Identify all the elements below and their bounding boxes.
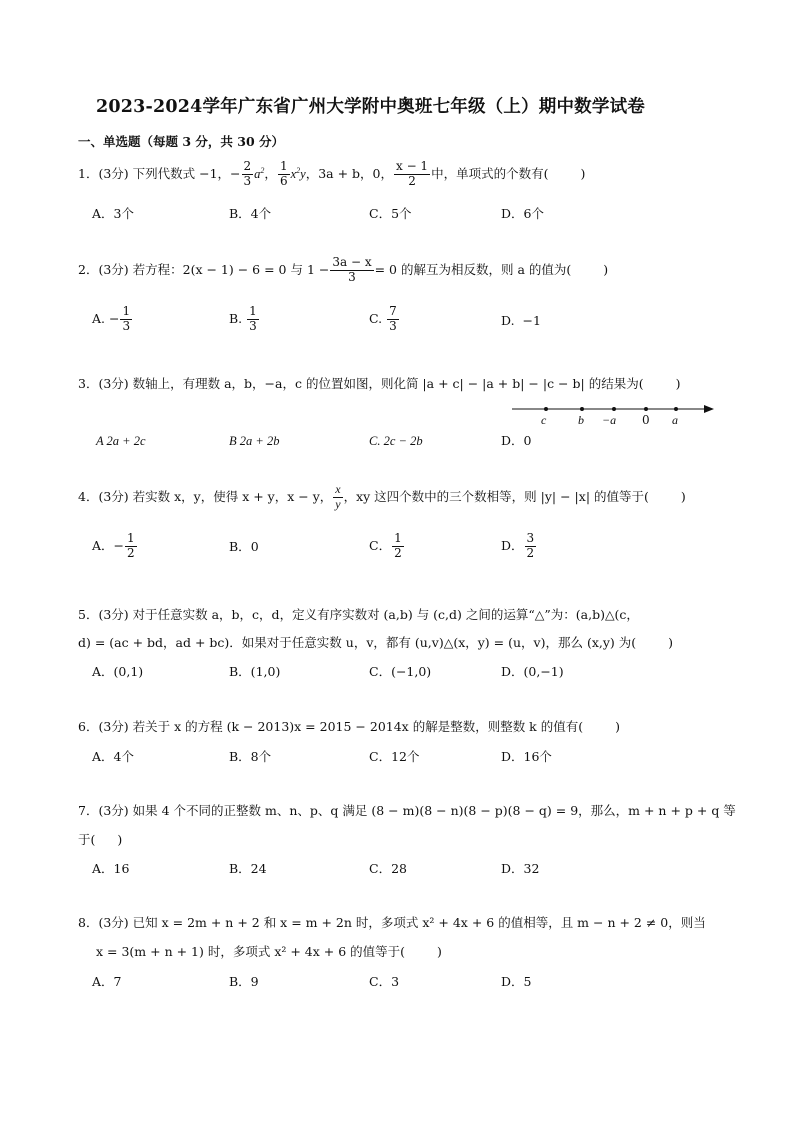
number-line-label-neg-a: −a: [602, 413, 617, 427]
question-7-line-1: 7．(3分) 如果 4 个不同的正整数 m、n、p、q 满足 (8 − m)(8 − n)(8 − p)(8 − q) = 9，那么，m + n + p + q 等: [78, 803, 736, 818]
q1-frac-2: $\frac{1}{6}$: [279, 159, 288, 188]
q8-option-d[interactable]: D．5: [501, 974, 532, 989]
question-4: 4．(3分) 若实数 x，y，使得 x + y，x − y， $\frac{x}{y}$ ，xy 这四个数中的三个数相等，则 |y| − |x| 的值等于( ): [78, 482, 686, 511]
q2-option-a[interactable]: A. − $\frac{1}{3}$: [92, 304, 131, 333]
q1-suffix: 中，单项式的个数有(: [431, 165, 549, 181]
q3-option-a[interactable]: A 2a + 2c: [96, 434, 146, 448]
q8-option-c[interactable]: C．3: [369, 974, 400, 989]
q5-option-c[interactable]: C．(−1,0): [369, 664, 432, 679]
q3-text: 3．(3分) 数轴上，有理数 a，b，−a，c 的位置如图，则化简 |a + c| − |a + b| − |c − b| 的结果为(: [78, 376, 644, 391]
q1-option-a[interactable]: A．3个: [92, 206, 134, 221]
q8-option-b[interactable]: B．9: [229, 974, 259, 989]
number-line-point-b: [580, 407, 584, 411]
number-line-point-zero: [644, 407, 648, 411]
question-8-line-1: 8．(3分) 已知 x = 2m + n + 2 和 x = m + 2n 时，多项式 x² + 4x + 6 的值相等，且 m − n + 2 ≠ 0，则当: [78, 915, 706, 930]
q3-option-c[interactable]: C. 2c − 2b: [369, 434, 423, 448]
page-title: 2023-2024学年广东省广州大学附中奥班七年级（上）期中数学试卷: [96, 97, 645, 117]
q4-option-c[interactable]: C． $\frac{1}{2}$: [369, 531, 402, 560]
number-line-label-zero: 0: [642, 413, 650, 427]
q2-option-c[interactable]: C. $\frac{7}{3}$: [369, 304, 397, 333]
number-line-label-b: b: [578, 413, 584, 427]
section-header: 一、单选题（每题 3 分，共 30 分）: [78, 134, 285, 149]
q6-option-a[interactable]: A．4个: [92, 749, 134, 764]
q6-option-d[interactable]: D．16个: [501, 749, 552, 764]
question-7-line-2: 于( ): [78, 832, 123, 847]
q1-option-d[interactable]: D．6个: [501, 206, 544, 221]
q4-option-b[interactable]: B．0: [229, 539, 259, 554]
q8-option-a[interactable]: A．7: [92, 974, 122, 989]
number-line-point-c: [544, 407, 548, 411]
q7-option-c[interactable]: C．28: [369, 861, 407, 876]
q2-option-d[interactable]: D. −1: [501, 313, 541, 328]
number-line-label-c: c: [541, 413, 547, 427]
q1-option-b[interactable]: B．4个: [229, 206, 272, 221]
q2-suffix: = 0 的解互为相反数，则 a 的值为(: [374, 261, 572, 277]
q3-option-b[interactable]: B 2a + 2b: [229, 434, 280, 448]
q2-option-b[interactable]: B. $\frac{1}{3}$: [229, 304, 257, 333]
number-line-label-a: a: [672, 413, 678, 427]
number-line-point-neg-a: [612, 407, 616, 411]
q4-option-a[interactable]: A．− $\frac{1}{2}$: [92, 531, 135, 560]
q4-frac: $\frac{x}{y}$: [335, 482, 341, 511]
q4-suffix: ，xy 这四个数中的三个数相等，则 |y| − |x| 的值等于(: [343, 488, 649, 504]
q5-option-b[interactable]: B．(1,0): [229, 664, 281, 679]
question-6: 6．(3分) 若关于 x 的方程 (k − 2013)x = 2015 − 2014x 的解是整数，则整数 k 的值有( ): [78, 719, 620, 734]
q6-option-c[interactable]: C．12个: [369, 749, 420, 764]
q4-option-d[interactable]: D． $\frac{3}{2}$: [501, 531, 535, 560]
number-line-point-a: [674, 407, 678, 411]
question-2: 2．(3分) 若方程：2(x − 1) − 6 = 0 与 1 − $\frac{3a - x}{3}$ = 0 的解互为相反数，则 a 的值为( ): [78, 255, 609, 284]
question-1: 1．(3分) 下列代数式 −1，− $\frac{2}{3}$ $a^2$， $\frac{1}{6}$ $x^2y$，3a + b，0， $\frac{x - 1}{2}$ 中，单项式的个数有( ): [78, 159, 586, 188]
question-5-line-2: d) = (ac + bd，ad + bc)．如果对于任意实数 u，v，都有 (u,v)△(x，y) = (u，v)，那么 (x,y) 为( ): [78, 635, 674, 650]
question-5-line-1: 5．(3分) 对于任意实数 a，b，c，d，定义有序实数对 (a,b) 与 (c,d) 之间的运算“△”为：(a,b)△(c，: [78, 607, 639, 622]
q1-mid: ，3a + b，0，: [305, 165, 393, 181]
q5-option-a[interactable]: A．(0,1): [92, 664, 144, 679]
question-3: 3．(3分) 数轴上，有理数 a，b，−a，c 的位置如图，则化简 |a + c| − |a + b| − |c − b| 的结果为( ): [78, 376, 681, 391]
q2-frac: $\frac{3a - x}{3}$: [332, 255, 372, 284]
q3-option-d[interactable]: D．0: [501, 433, 532, 448]
q1-frac-3: $\frac{x - 1}{2}$: [395, 159, 429, 188]
q6-option-b[interactable]: B．8个: [229, 749, 272, 764]
q7-option-d[interactable]: D．32: [501, 861, 540, 876]
q5-option-d[interactable]: D．(0,−1): [501, 664, 564, 679]
q4-prefix: 4．(3分) 若实数 x，y，使得 x + y，x − y，: [78, 488, 333, 504]
question-8-line-2: x = 3(m + n + 1) 时，多项式 x² + 4x + 6 的值等于( ): [96, 944, 442, 959]
q1-prefix: 1．(3分) 下列代数式 −1，: [78, 165, 231, 181]
q2-prefix: 2．(3分) 若方程：2(x − 1) − 6 = 0 与 1 −: [78, 261, 330, 277]
q7-option-a[interactable]: A．16: [92, 861, 130, 876]
q1-option-c[interactable]: C．5个: [369, 206, 412, 221]
q7-option-b[interactable]: B．24: [229, 861, 267, 876]
q1-frac-1: $\frac{2}{3}$: [243, 159, 252, 188]
